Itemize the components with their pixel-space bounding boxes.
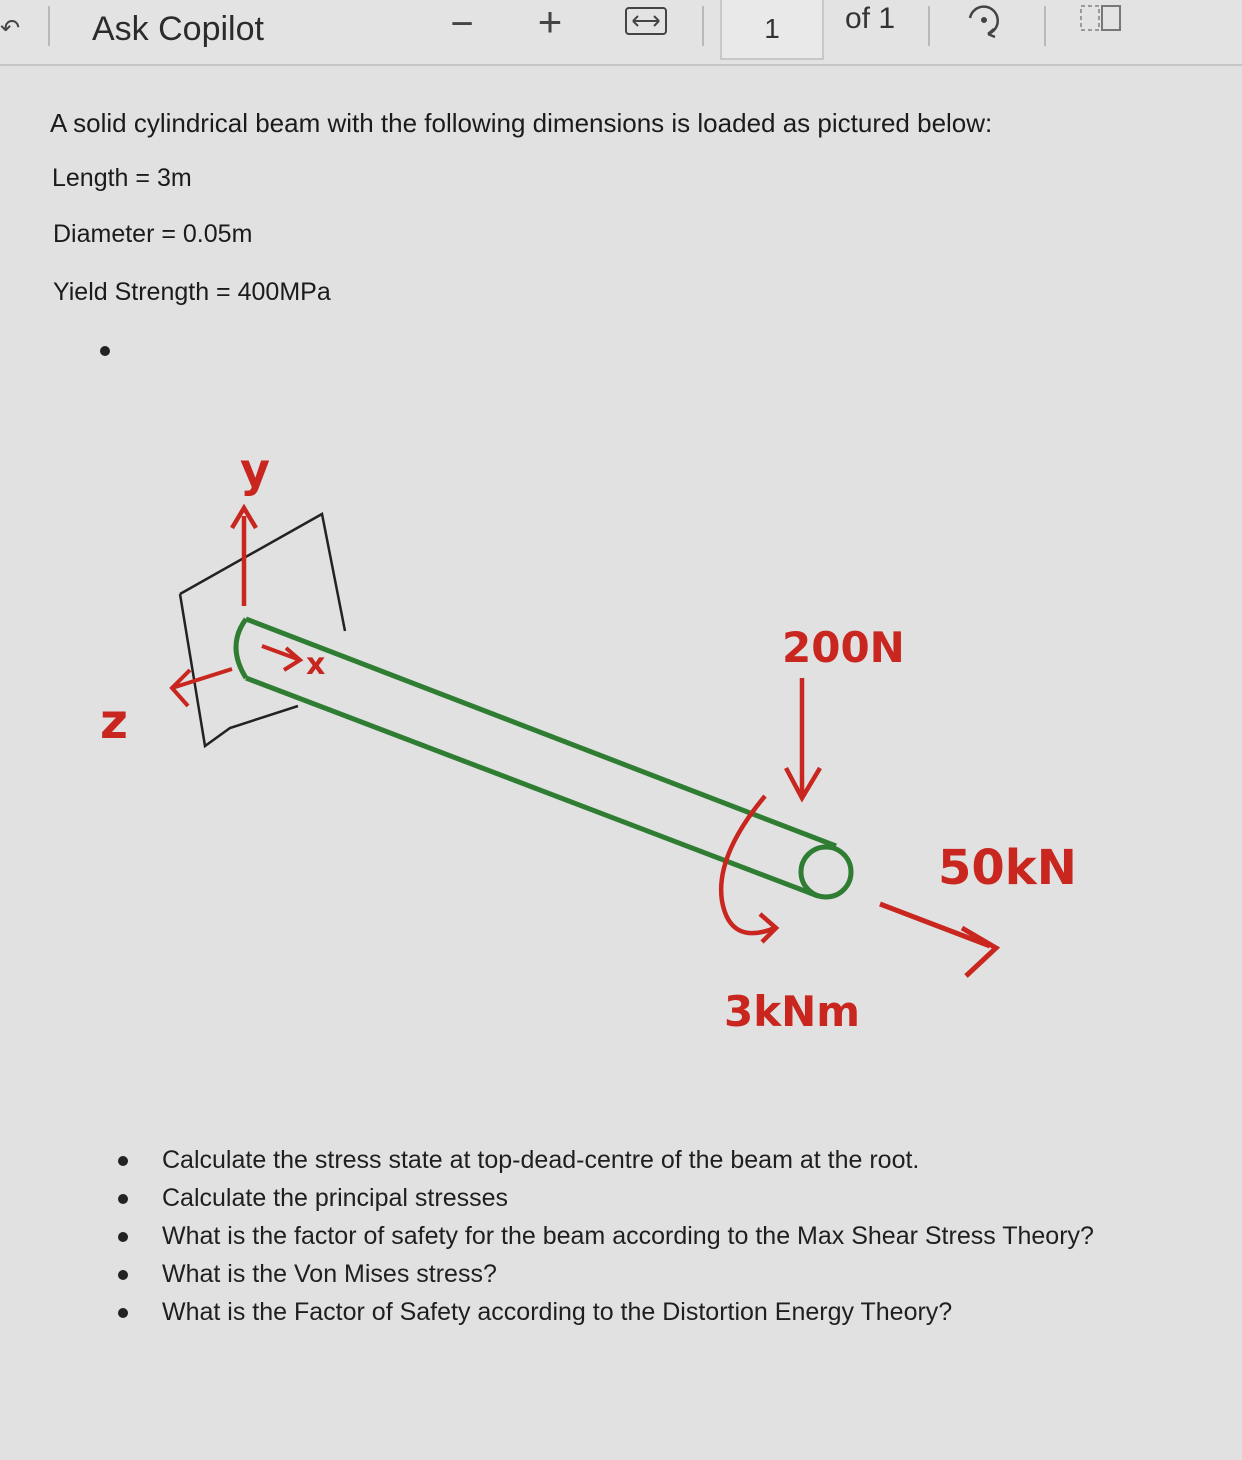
param-yield-strength: Yield Strength = 400MPa xyxy=(53,278,331,306)
bullet xyxy=(118,1156,128,1166)
beam-root-end xyxy=(236,619,246,678)
z-axis-arrow xyxy=(172,669,232,706)
z-axis-label: z xyxy=(100,694,128,750)
page-view-icon[interactable] xyxy=(1078,2,1124,34)
page-count: of 1 xyxy=(845,2,896,35)
list-item xyxy=(110,1255,1094,1293)
bullet xyxy=(118,1270,128,1280)
question-text: What is the Factor of Safety according to the Distortion Energy Theory? xyxy=(162,1298,953,1326)
toolbar-divider xyxy=(1044,6,1046,46)
x-axis-label: x xyxy=(306,647,326,682)
param-length: Length = 3m xyxy=(52,164,192,192)
list-item xyxy=(110,1293,1094,1331)
beam-sketch xyxy=(0,66,1242,1066)
rotate-icon[interactable] xyxy=(962,2,1008,42)
bullet xyxy=(118,1308,128,1318)
zoom-in-icon[interactable]: + xyxy=(537,0,563,45)
pdf-toolbar xyxy=(0,0,1242,66)
zoom-out-icon[interactable]: − xyxy=(450,1,474,46)
beam-top-edge xyxy=(246,619,836,846)
back-icon[interactable]: ↶ xyxy=(0,14,21,42)
question-text: Calculate the stress state at top-dead-centre of the beam at the root. xyxy=(162,1146,920,1174)
force-200n-arrow xyxy=(786,678,820,798)
force-50kn-arrow xyxy=(880,904,996,976)
fit-width-icon[interactable] xyxy=(624,6,668,36)
page-number: 1 xyxy=(764,13,780,44)
toolbar-divider xyxy=(928,6,930,46)
force-50kn-label: 50kN xyxy=(938,840,1077,896)
problem-intro: A solid cylindrical beam with the following dimensions is loaded as pictured below: xyxy=(50,108,993,138)
question-text: What is the Von Mises stress? xyxy=(162,1260,497,1288)
question-list xyxy=(110,1141,1094,1331)
list-item xyxy=(110,1179,1094,1217)
y-axis-label: y xyxy=(240,443,270,497)
list-item xyxy=(110,1217,1094,1255)
toolbar-divider xyxy=(48,6,50,46)
beam-bottom-edge xyxy=(246,678,818,896)
pdf-page xyxy=(0,66,1242,1460)
bullet xyxy=(118,1194,128,1204)
list-item xyxy=(110,1141,1094,1179)
wall-outline xyxy=(180,514,345,631)
ask-copilot-button[interactable]: Ask Copilot xyxy=(92,10,264,48)
question-text: What is the factor of safety for the beam according to the Max Shear Stress Theory? xyxy=(162,1222,1094,1250)
beam-end-circle xyxy=(801,847,851,897)
bullet xyxy=(118,1232,128,1242)
page-number-input[interactable] xyxy=(720,0,824,60)
param-diameter: Diameter = 0.05m xyxy=(53,220,253,248)
toolbar-divider xyxy=(702,6,704,46)
x-axis-arrow xyxy=(262,646,300,670)
torque-label: 3kNm xyxy=(724,987,861,1036)
force-200n-label: 200N xyxy=(782,623,905,672)
question-text: Calculate the principal stresses xyxy=(162,1184,508,1212)
